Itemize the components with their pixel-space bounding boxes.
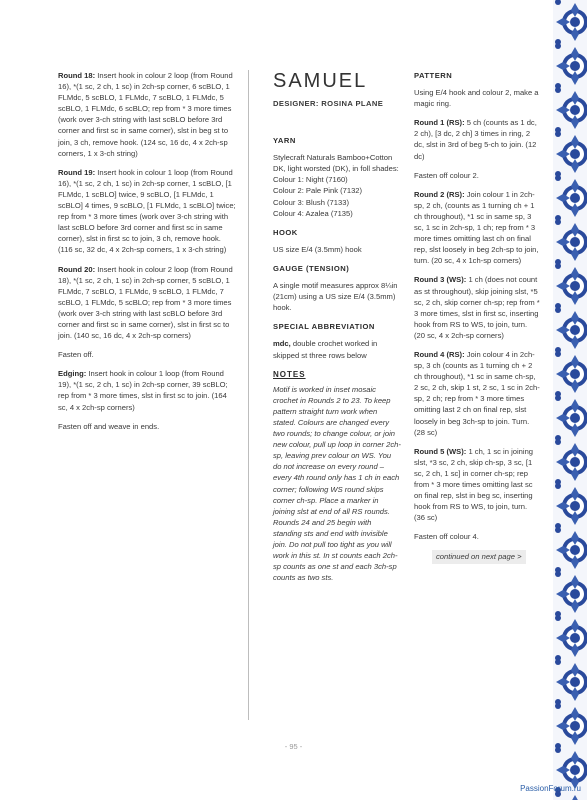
notes-heading: NOTES <box>273 369 306 379</box>
round-19: Round 19: Insert hook in colour 1 loop (from Round 16), *(1 sc, 2 ch, 1 sc) in 2ch-sp corner, 1 scBLO, [1 FLMdc, 1 scBLO] twice, 9 scBLO, [1 FLMdc, 1 scBLO] 4 times, 9 scBLO, [1 FLMdc, 1 scBLO] twice; rep from * 3 more times (work over 3-ch string with last scBLO before 3rd corner and first sc in same corner), slst in first sc to join, 3 ch, remove hook. (116 sc, 32 dc, 4 x 2ch-sp corners, 1 x 3-ch string) <box>58 167 236 255</box>
fasten-off: Fasten off. <box>58 350 94 360</box>
right-column <box>414 70 540 564</box>
round-3: Round 3 (WS): 1 ch (does not count as st throughout), skip joining slst, *5 sc, 2 ch, skip corner ch-sp; rep from * 3 more times, slst in first sc, inserting hook from RS to WS, to join, turn. (20 sc, 4 x 2ch-sp corners) <box>414 275 540 340</box>
colour-item: Colour 3: Blush (7133) <box>273 197 349 207</box>
special-abbreviation-text: mdc, double crochet worked in skipped st three rows below <box>273 339 378 360</box>
yarn-text: Stylecraft Naturals Bamboo+Cotton DK, light worsted (DK), in foll shades: <box>273 153 399 174</box>
yarn-heading: YARN <box>273 136 296 146</box>
pattern-intro: Using E/4 hook and colour 2, make a magic ring. <box>414 88 539 109</box>
notes-text: Motif is worked in inset mosaic crochet in Rounds 2 to 23. To keep pattern straight turn work when stated. Colours are changed every two rounds; to change colour, or join new colour, pull up loop in corner 2ch-sp, leaving prev colour on WS. You do not increase on every round – every 4th round only has 1 ch in each corner; following WS round skips corner ch-sp. Place a marker in joining slst at end of all RS rounds. Rounds 24 and 25 begin with standing sts and end with invisible join. Do not pull too tight as you will work in this st. In st counts each 2ch-sp counts as one st and each 3ch-sp counts as two sts. <box>273 384 401 583</box>
hook-heading: HOOK <box>273 227 298 237</box>
round-5: Round 5 (WS): 1 ch, 1 sc in joining slst, *3 sc, 2 ch, skip ch-sp, 3 sc, [1 sc, 2 ch, 1 sc] in corner ch-sp; rep from * 3 more times omitting last sc on final rep, slst in beg sc, inserting hook from RS to WS, to join, turn. (36 sc) <box>414 446 534 523</box>
colour-item: Colour 4: Azalea (7135) <box>273 208 353 218</box>
gauge-text: A single motif measures approx 8¼in (21cm) using a US size E/4 (3.5mm) hook. <box>273 281 398 313</box>
colour-item: Colour 2: Pale Pink (7132) <box>273 186 363 196</box>
colour-item: Colour 1: Night (7160) <box>273 175 348 185</box>
pattern-title: SAMUEL <box>273 70 368 92</box>
column-divider <box>248 70 249 720</box>
left-column <box>58 70 236 440</box>
fasten-off-colour-4: Fasten off colour 4. <box>414 532 479 542</box>
fasten-off-colour-2: Fasten off colour 2. <box>414 170 479 180</box>
round-2: Round 2 (RS): Join colour 1 in 2ch-sp, 2 ch, (counts as 1 turning ch + 1 ch throughout), *1 sc in same sp, 3 sc, 1 sc in 2ch-sp, 1 ch; rep from * 3 more times omitting last ch on final rep, slst loosely in beg 2ch-sp to join, turn. (20 sc, 4 x 1ch-sp corners) <box>414 189 539 266</box>
continued-link[interactable]: continued on next page > <box>432 550 526 563</box>
pattern-heading: PATTERN <box>414 71 453 80</box>
round-18: Round 18: Insert hook in colour 2 loop (from Round 16), *(1 sc, 2 ch, 1 sc) in 2ch-sp corner, 6 scBLO, 1 FLMdc, 5 scBLO, 1 FLMdc, 7 scBLO, 1 FLMdc, 5 scBLO, 1 FLMdc, 6 scBLO; rep from * 3 more times (work over 3-ch string with last scBLO before 3rd corner and first sc in same corner), slst in beg st to join, 3 ch, remove hook. (124 sc, 16 dc, 4 x 2ch-sp corners, 1 x 3-ch string) <box>58 71 233 158</box>
page-number: - 95 - <box>284 742 303 751</box>
gauge-heading: GAUGE (TENSION) <box>273 263 350 273</box>
designer-credit: DESIGNER: ROSINA PLANE <box>273 99 384 108</box>
round-1: Round 1 (RS): 5 ch (counts as 1 dc, 2 ch), [3 dc, 2 ch] 3 times in ring, 2 dc, slst in 3rd of beg 5-ch to join. (12 dc) <box>414 118 537 161</box>
special-abbreviation-heading: SPECIAL ABBREVIATION <box>273 322 375 332</box>
hook-text: US size E/4 (3.5mm) hook <box>273 244 362 254</box>
watermark: PassionForum.ru <box>520 784 581 793</box>
fasten-off-weave: Fasten off and weave in ends. <box>58 421 160 431</box>
decorative-tile-border <box>553 0 587 800</box>
colour-list <box>273 174 401 218</box>
round-20: Round 20: Insert hook in colour 2 loop (from Round 18), *(1 sc, 2 ch, 1 sc) in 2ch-sp corner, 5 scBLO, 1 FLMdc, 7 scBLO, 1 FLMdc, 9 scBLO, 1 FLMdc, 7 scBLO, 1 FLMdc, 5 scBLO; rep from * 3 more times (work over 3-ch string with last scBLO before 3rd corner and first sc in same corner), slst in first sc to join. (140 sc, 16 dc, 4 x 2ch-sp corners) <box>58 264 233 341</box>
middle-column <box>273 70 401 583</box>
round-4: Round 4 (RS): Join colour 4 in 2ch-sp, 3 ch (counts as 1 turning ch + 2 ch throughout), *1 sc in same ch-sp, 2 sc, 2 ch, skip 1 st, 2 sc, 1 sc in 2ch-sp, 2 ch; rep from * 3 more times omitting last 2 ch on final rep, slst loosely in beg 3ch-sp to join. Turn. (28 sc) <box>414 349 540 437</box>
edging: Edging: Insert hook in colour 1 loop (from Round 19), *(1 sc, 2 ch, 1 sc) in 2ch-sp corner, 39 scBLO; rep from * 3 more times, slst in first sc to join. (164 sc, 4 x 2ch-sp corners) <box>58 369 228 412</box>
